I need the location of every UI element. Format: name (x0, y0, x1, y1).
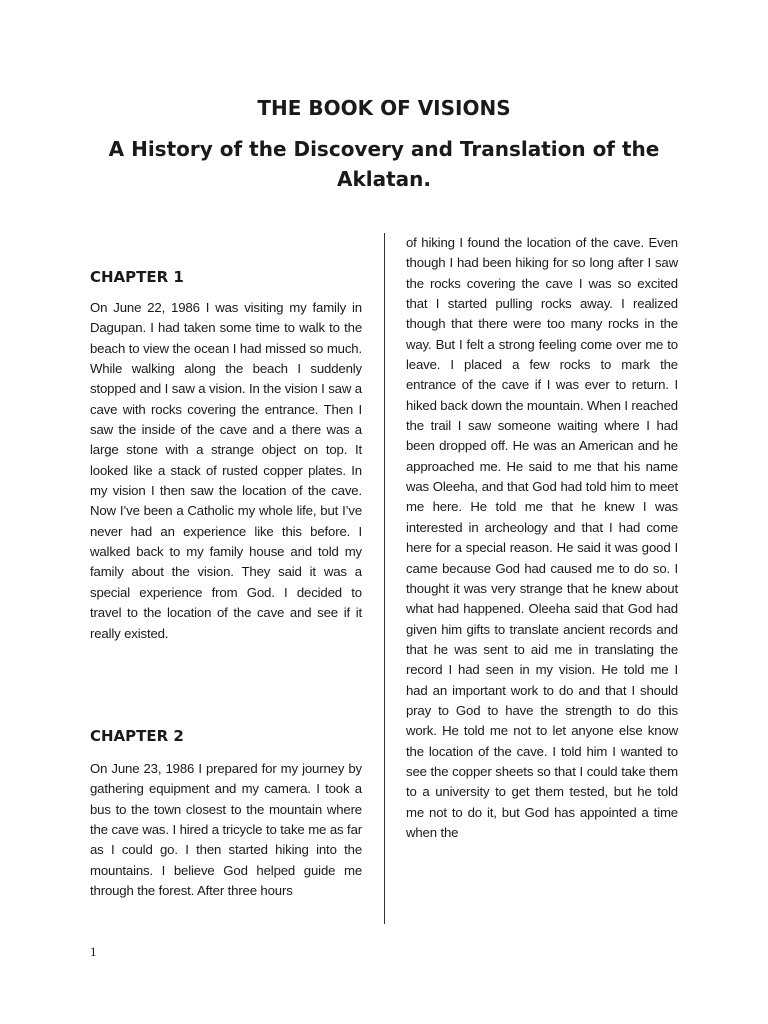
document-title: THE BOOK OF VISIONS (257, 96, 511, 120)
column-divider (384, 233, 385, 924)
document-subtitle: A History of the Discovery and Translation of the Aklatan. (108, 137, 660, 191)
chapter-2-continuation: of hiking I found the location of the cave. Even though I had been hiking for so long after I saw the rocks covering the cave I was so excited that I started pulling rocks away. I realized though that there were too many rocks in the way. But I felt a strong feeling come over me to leave. I placed a few rocks to mark the entrance of the cave if I was ever to return. I hiked back down the mountain. When I reached the trail I saw someone waiting where I had been dropped off. He was an American and he approached me. He said to me that his name was Oleeha, and that God had told him to meet me here. He told me that he knew I was interested in archeology and that I had come here for a special reason. He said it was good I came because God had caused me to do so. I thought it was very strange that he knew about what had happened. Oleeha said that God had given him gifts to translate ancient records and that he was sent to aid me in translating the record I had seen in my vision. He told me I had an important work to do and that I should pray to God to have the strength to do this work. He told me not to let anyone else know the location of the cave. I told him I wanted to see the copper sheets so that I could take them to a university to get them tested, but he told me not to do it, but God has appointed a time when the (406, 235, 678, 840)
page-number: 1 (90, 944, 97, 959)
right-column (406, 233, 678, 843)
chapter-1-paragraph: On June 22, 1986 I was visiting my family in Dagupan. I had taken some time to walk to the beach to view the ocean I had missed so much. While walking along the beach I suddenly stopped and I saw a vision. In the vision I saw a cave with rocks covering the entrance. Then I saw the inside of the cave and a there was a large stone with a strange object on top. It looked like a stack of rusted copper plates. In my vision I then saw the location of the cave. Now I’ve been a Catholic my whole life, but I’ve never had an experience like this before. I walked back to my family house and told my family about the vision. They said it was a special experience from God. I decided to travel to the location of the cave and see if it really existed. (90, 300, 362, 641)
chapter-1-body (90, 298, 362, 644)
chapter-2-heading: CHAPTER 2 (90, 727, 184, 745)
chapter-1-heading: CHAPTER 1 (90, 268, 184, 286)
chapter-2-body (90, 759, 362, 901)
chapter-2-paragraph: On June 23, 1986 I prepared for my journey by gathering equipment and my camera. I took a bus to the town closest to the mountain where the cave was. I hired a tricycle to take me as far as I could go. I then started hiking into the mountains. I believe God helped guide me through the forest. After three hours (90, 761, 362, 899)
